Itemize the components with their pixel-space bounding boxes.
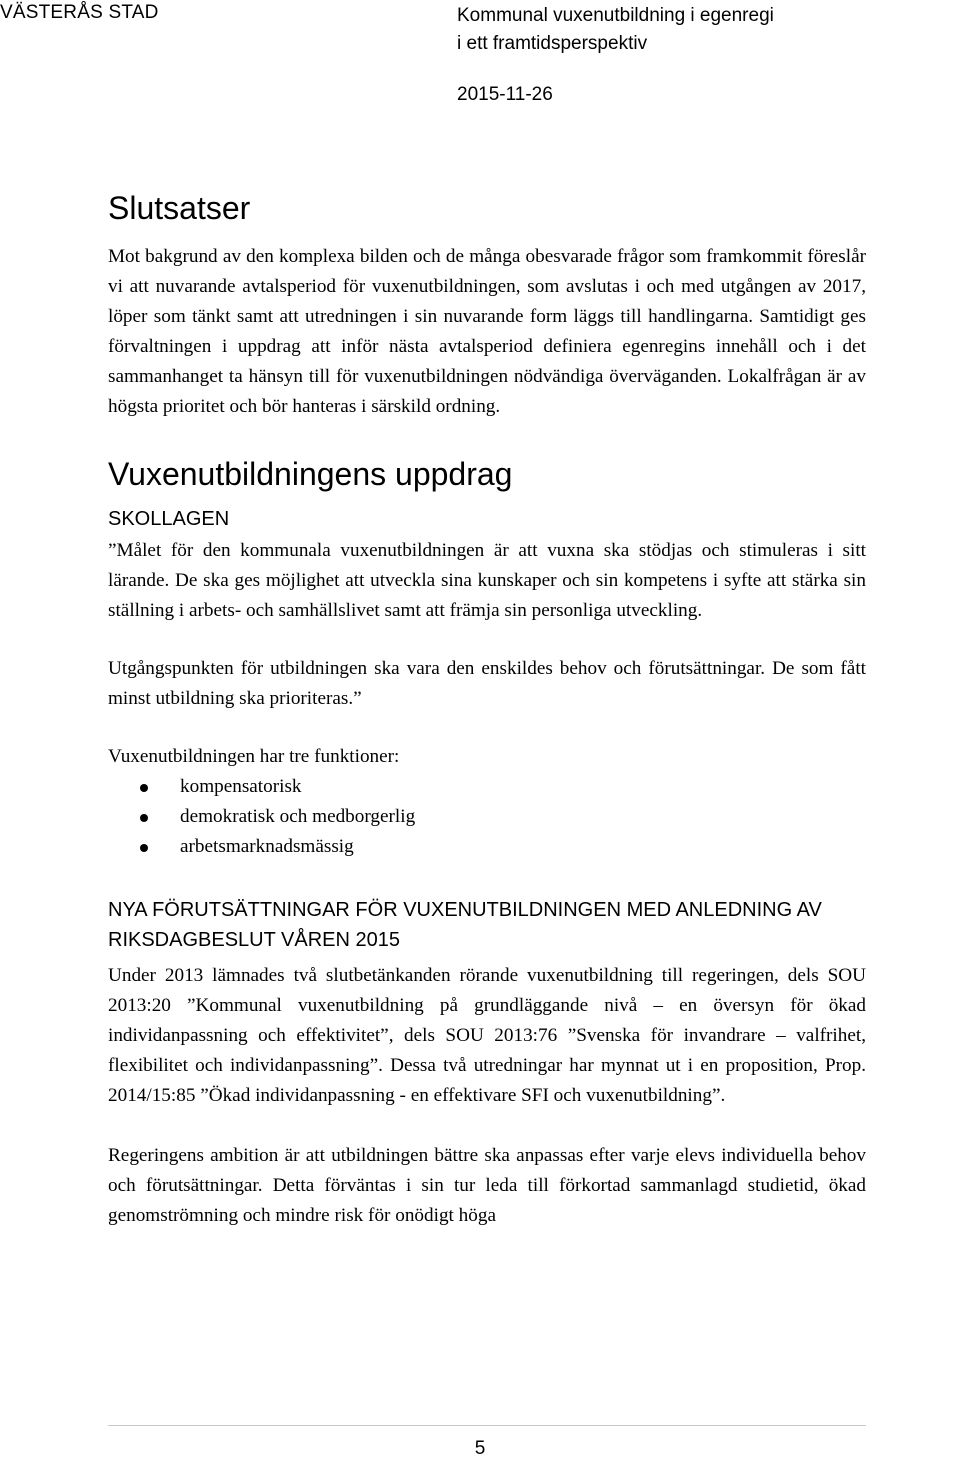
page-content <box>108 186 866 1231</box>
header-title-line-2: i ett framtidsperspektiv <box>457 33 648 54</box>
subheading-skollagen: SKOLLAGEN <box>108 508 230 530</box>
nya-paragraph-1: Under 2013 lämnades två slutbetänkanden rörande vuxenutbildning till regeringen, dels SOU 2013:20 ”Kommunal vuxenutbildning på grundläggande nivå – en översyn för ökad individanpassning och effektivitet”, dels SOU 2013:76 ”Svenska för invandrare – valfrihet, flexibilitet och individanpassning”. Dessa två utredningar har mynnat ut i en proposition, Prop. 2014/15:85 ”Ökad individanpassning - en effektivare SFI och vuxenutbildning”. <box>108 965 866 1106</box>
functions-list <box>108 772 866 862</box>
header-document-title <box>457 2 774 58</box>
section-heading-uppdrag: Vuxenutbildningens uppdrag <box>108 456 513 492</box>
header-organization: VÄSTERÅS STAD <box>0 2 159 23</box>
bullet-icon <box>140 784 148 792</box>
footer-divider <box>108 1425 866 1426</box>
bullet-icon <box>140 844 148 852</box>
skollagen-quote-paragraph-2: Utgångspunkten för utbildningen ska vara den enskildes behov och förutsättningar. De som fått minst utbildning ska prioriteras.” <box>108 658 866 709</box>
list-item: demokratisk och medborgerlig <box>108 802 866 832</box>
bullet-icon <box>140 814 148 822</box>
functions-intro: Vuxenutbildningen har tre funktioner: <box>108 746 400 767</box>
list-item: kompensatorisk <box>108 772 866 802</box>
slutsatser-paragraph: Mot bakgrund av den komplexa bilden och de många obesvarade frågor som framkommit föreslår vi att nuvarande avtalsperiod för vuxenutbildningen, som avslutas i och med utgången av 2017, löper som tänkt samt att utredningen i sin nuvarande form läggs till handlingarna. Samtidigt ges förvaltningen i uppdrag att inför nästa avtalsperiod definiera egenregins innehåll och i det sammanhanget ta hänsyn till för vuxenutbildningen nödvändiga överväganden. Lokalfrågan är av högsta prioritet och bör hanteras i särskild ordning. <box>108 246 866 417</box>
header-date: 2015-11-26 <box>457 84 553 105</box>
nya-paragraph-2: Regeringens ambition är att utbildningen bättre ska anpassas efter varje elevs individuella behov och förutsättningar. Detta förväntas i sin tur leda till förkortad sammanlagd studietid, ökad genomströmning och mindre risk för onödigt höga <box>108 1145 866 1226</box>
skollagen-quote-paragraph: ”Målet för den kommunala vuxenutbildningen är att vuxna ska stödjas och stimuleras i sitt lärande. De ska ges möjlighet att utveckla sina kunskaper och sin kompetens i syfte att stärka sin ställning i arbets- och samhällslivet samt att främja sin personliga utveckling. <box>108 540 866 621</box>
page-number: 5 <box>474 1438 486 1459</box>
section-heading-slutsatser: Slutsatser <box>108 190 251 226</box>
list-item: arbetsmarknadsmässig <box>108 832 866 862</box>
subheading-nya-forutsattningar: NYA FÖRUTSÄTTNINGAR FÖR VUXENUTBILDNINGEN MED ANLEDNING AV RIKSDAGBESLUT VÅREN 2015 <box>108 899 822 951</box>
header-title-line-1: Kommunal vuxenutbildning i egenregi <box>457 5 774 26</box>
